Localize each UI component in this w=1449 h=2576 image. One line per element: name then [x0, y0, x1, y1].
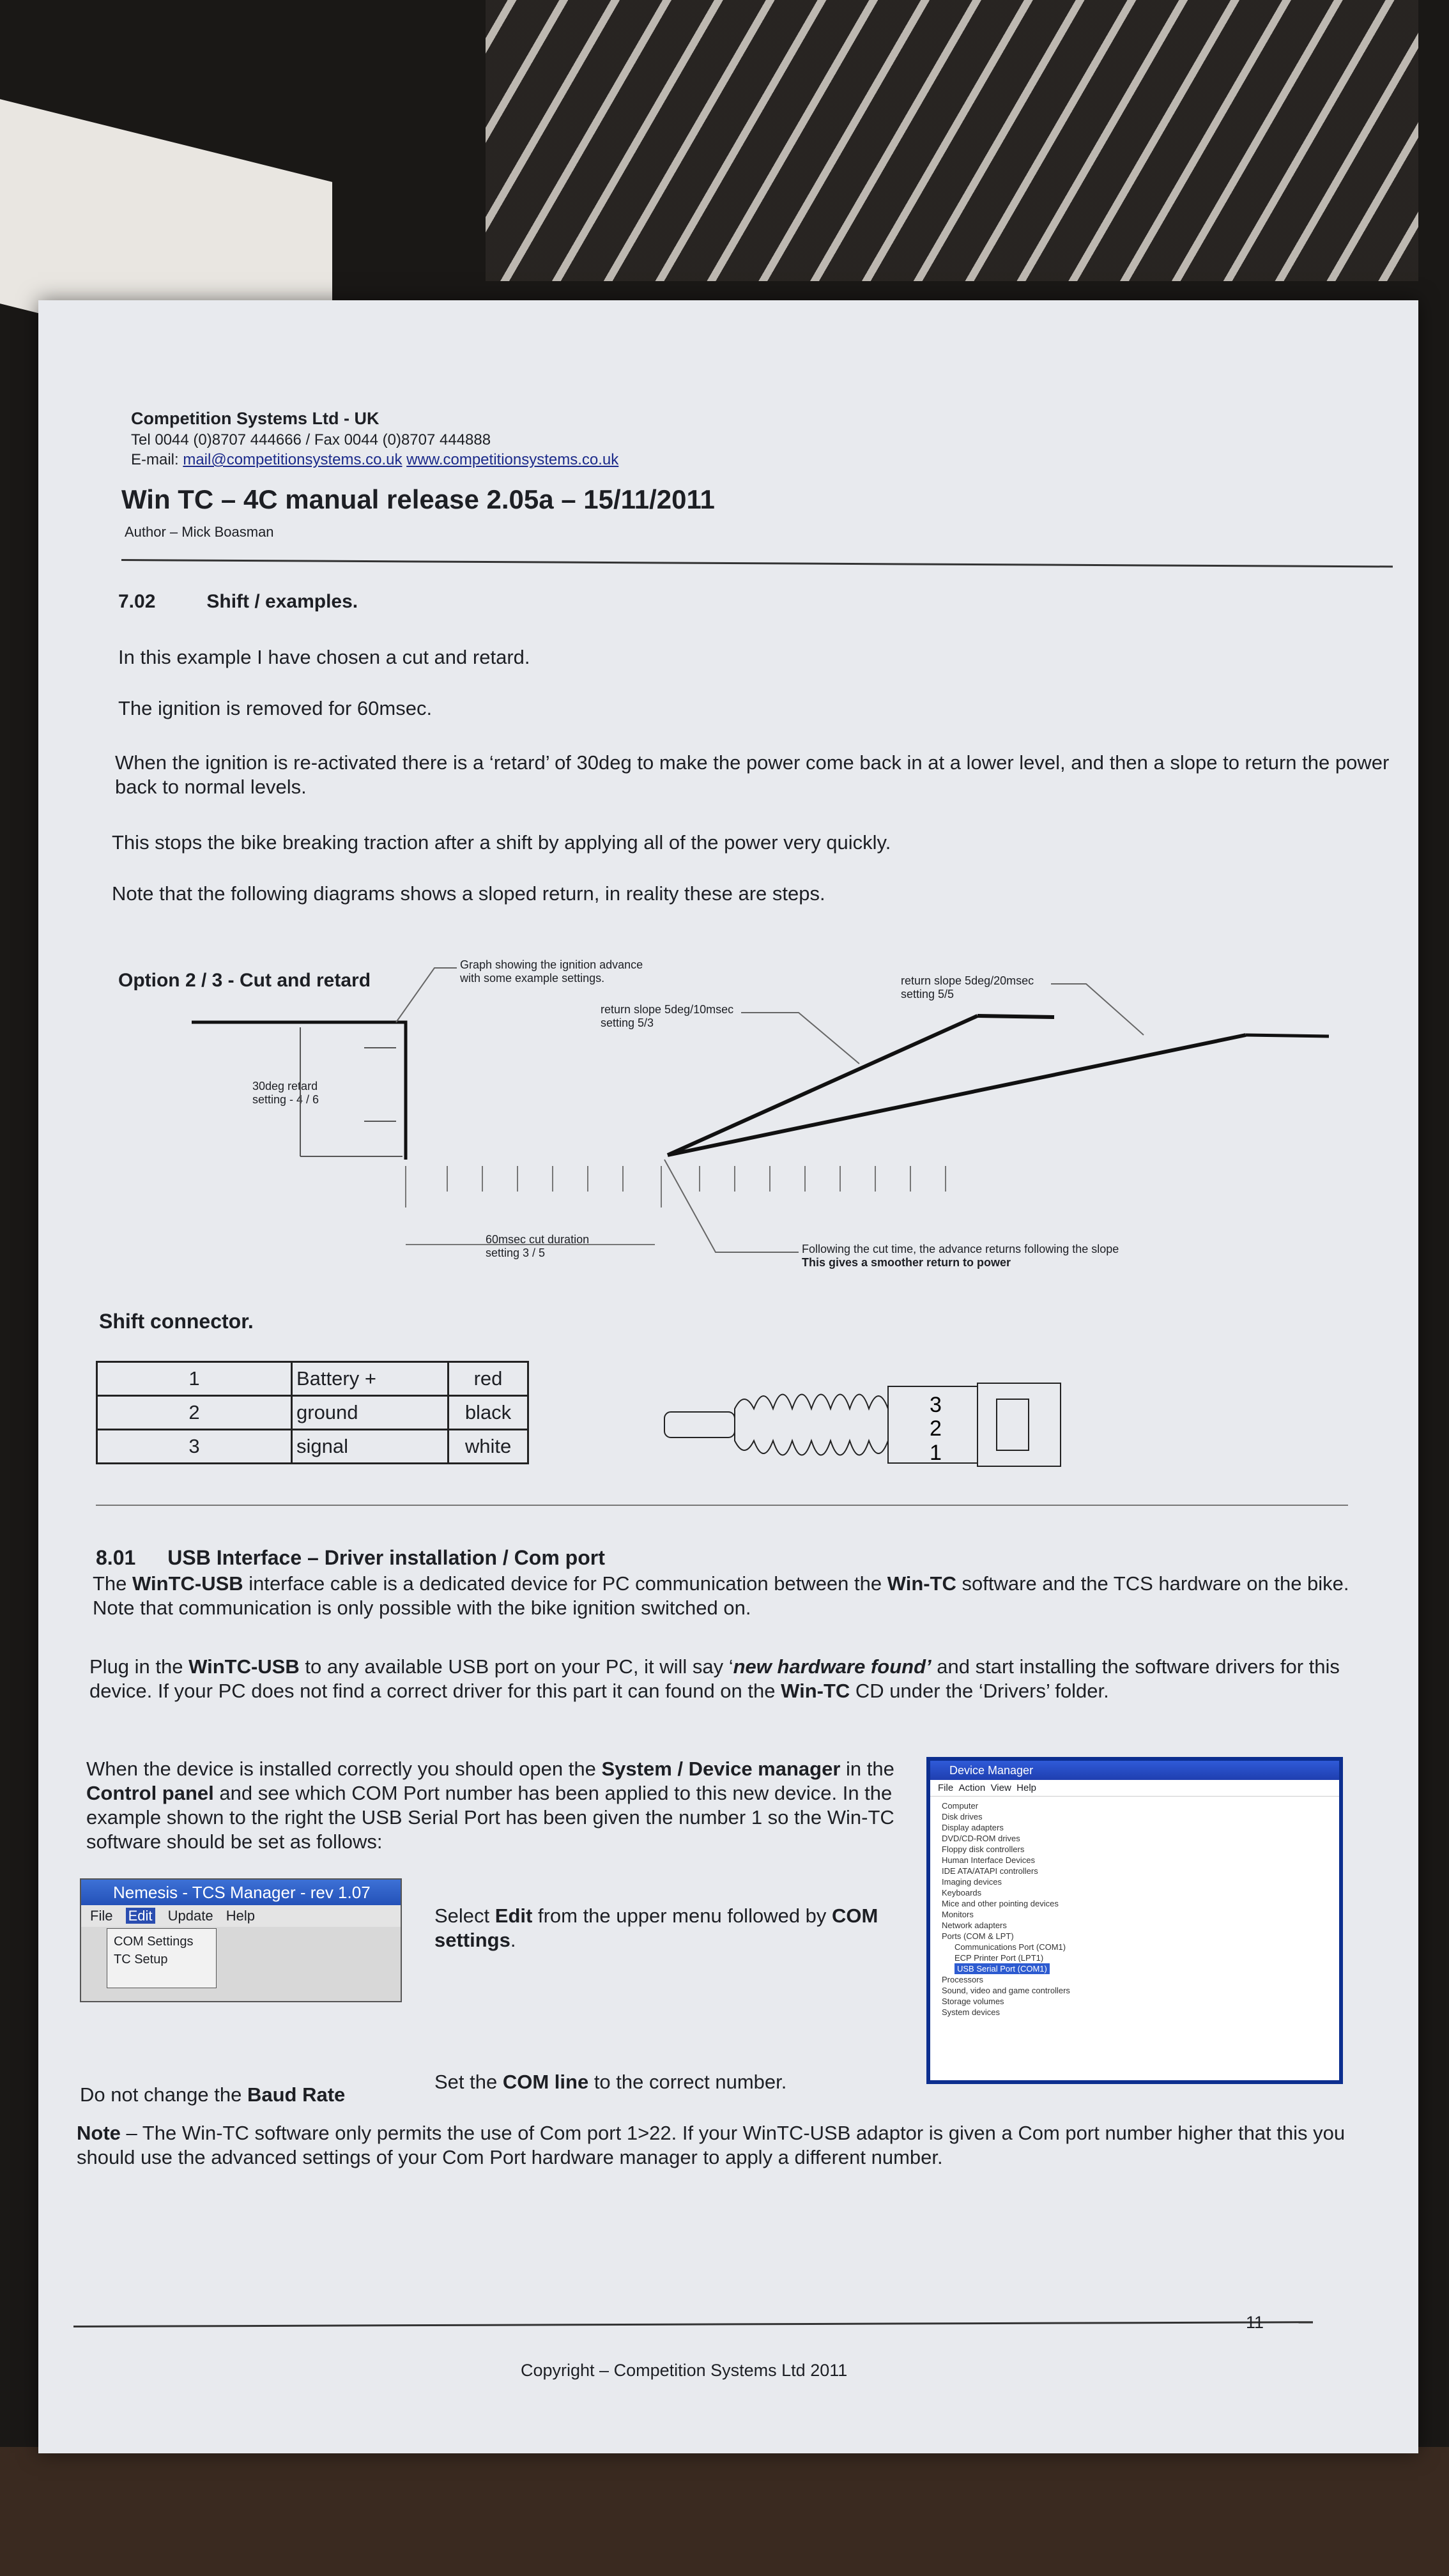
device-manager-menu: File Action View Help [930, 1780, 1339, 1797]
paragraph: This stops the bike breaking traction after a shift by applying all of the power very quickly. [112, 831, 891, 854]
menu-item-file[interactable]: File [90, 1908, 113, 1924]
shift-connector-plug-drawing [658, 1364, 1137, 1485]
cut-duration-note: 60msec cut duration setting 3 / 5 [486, 1233, 590, 1259]
section-rule [96, 1505, 1348, 1506]
plug-pin-label: 3 [930, 1393, 942, 1417]
table-row: 1 Battery + red [97, 1362, 528, 1396]
email-link[interactable]: mail@competitionsystems.co.uk [183, 451, 402, 468]
table-row: 3 signal white [97, 1430, 528, 1464]
graph-note: Graph showing the ignition advance with some example settings. [460, 958, 643, 985]
shift-connector-heading: Shift connector. [99, 1310, 254, 1333]
select-edit-instruction: Select Edit from the upper menu followed by COM settings. [434, 1905, 878, 1951]
document-title: Win TC – 4C manual release 2.05a – 15/11/2011 [121, 484, 715, 514]
copyright: Copyright – Competition Systems Ltd 2011 [521, 2361, 848, 2380]
menu-item-com-settings[interactable]: COM Settings [114, 1935, 194, 1949]
slope-20-note: return slope 5deg/20msec setting 5/5 [901, 974, 1034, 1000]
page-number: 11 [1246, 2313, 1264, 2332]
paragraph: The WinTC-USB interface cable is a dedicated device for PC communication between the Win-TC software and the TCS hardware on the bike. Note that communication is only possible with the bike ignition switched on. [93, 1572, 1349, 1619]
device-manager-title: Device Manager [930, 1761, 1339, 1780]
background-table [0, 2447, 1449, 2576]
footer-rule [73, 2321, 1313, 2327]
device-manager-screenshot [926, 1757, 1343, 2084]
paragraph: The ignition is removed for 60msec. [118, 697, 433, 719]
tcs-manager-title: Nemesis - TCS Manager - rev 1.07 [81, 1880, 401, 1905]
phone-line: Tel 0044 (0)8707 444666 / Fax 0044 (0)8707 444888 [131, 431, 491, 448]
paragraph: When the device is installed correctly you should open the System / Device manager in the Control panel and see which COM Port number has been applied to this new device. In the example shown to the right the USB Serial Port has been given the number 1 so the Win-TC software should be set as follows: [86, 1758, 894, 1853]
selected-usb-serial-port[interactable]: USB Serial Port (COM1) [954, 1963, 1050, 1974]
tcs-manager-screenshot [80, 1878, 402, 2002]
menu-item-tc-setup[interactable]: TC Setup [114, 1952, 168, 1966]
set-com-instruction: Set the COM line to the correct number. [434, 2071, 787, 2093]
menu-item-help[interactable]: Help [226, 1908, 255, 1924]
header-rule [121, 559, 1393, 567]
menu-item-edit[interactable]: Edit [126, 1908, 155, 1924]
paragraph: When the ignition is re-activated there is a ‘retard’ of 30deg to make the power come back in at a lower level, and then a slope to return the power back to normal levels. [115, 751, 1390, 798]
section-702-heading: 7.02 Shift / examples. [118, 591, 358, 612]
ignition-advance-diagram [38, 939, 1418, 1284]
following-note: Following the cut time, the advance returns following the slope This gives a smoother return to power [802, 1243, 1119, 1269]
plug-pin-label: 1 [930, 1441, 942, 1465]
paragraph: Plug in the WinTC-USB to any available USB port on your PC, it will say ‘new hardware found’ and start installing the software drivers for this device. If your PC does not find a correct driver for this part it can found on the Win-TC CD under the ‘Drivers’ folder. [89, 1655, 1340, 1702]
company-name: Competition Systems Ltd - UK [131, 409, 379, 428]
background-grill [486, 0, 1418, 281]
com-port-note: Note – The Win-TC software only permits the use of Com port 1>22. If your WinTC-USB adaptor is given a Com port number higher that this you should use the advanced settings of your Com Port hardware manager to apply a different number. [77, 2122, 1346, 2168]
email-line [131, 451, 618, 469]
plug-pin-label: 2 [930, 1416, 942, 1441]
option-label: Option 2 / 3 - Cut and retard [118, 970, 371, 991]
paragraph: In this example I have chosen a cut and retard. [118, 646, 530, 668]
manual-page [38, 300, 1418, 2453]
tcs-manager-menu [81, 1905, 401, 1927]
device-tree: Computer Disk drives Display adapters DVD/CD-ROM drives Floppy disk controllers Human Interface Devices IDE ATA/ATAPI controllers Imaging devices Keyboards Mice and other pointing devices Monitors Network adapters Ports (COM & LPT) Communications Port (COM1) ECP Printer Port (LPT1) USB Serial Port (COM1) Processors Sound, video and game controllers Storage volumes System devices [942, 1801, 1070, 2017]
retard-note: 30deg retard setting - 4 / 6 [252, 1080, 319, 1106]
shift-connector-table [96, 1361, 529, 1464]
menu-item-update[interactable]: Update [167, 1908, 213, 1924]
table-row: 2 ground black [97, 1396, 528, 1430]
diagram-lines [38, 939, 1418, 1284]
section-801-heading: 8.01 USB Interface – Driver installation / Com port [96, 1546, 605, 1569]
paragraph: Note that the following diagrams shows a sloped return, in reality these are steps. [112, 882, 825, 905]
slope-10-note: return slope 5deg/10msec setting 5/3 [601, 1003, 734, 1029]
author: Author – Mick Boasman [125, 524, 274, 540]
email-prefix: E-mail: [131, 451, 183, 468]
edit-dropdown [107, 1928, 217, 1988]
baud-rate-note: Do not change the Baud Rate [80, 2083, 346, 2106]
website-link[interactable]: www.competitionsystems.co.uk [406, 451, 619, 468]
